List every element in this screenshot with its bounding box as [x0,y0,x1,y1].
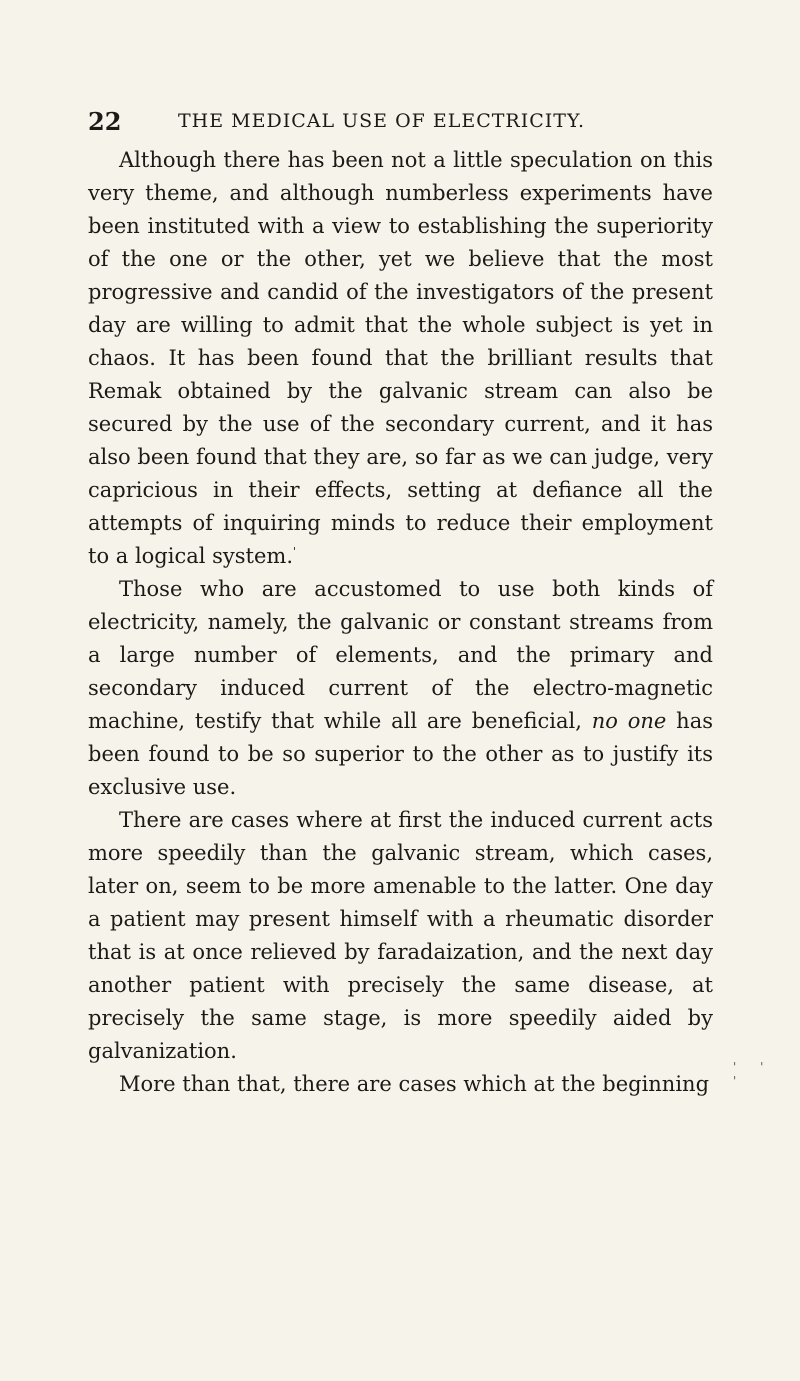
paragraph-2-after: has been found to be so superior to the other as to justify its exclusive use. [88,709,713,799]
paragraph-4-text: More than that, there are cases which at the beginning [119,1072,710,1096]
body-text [88,144,713,1101]
paragraph-2 [88,573,713,804]
paragraph-1-text: Although there has been not a little speculation on this very theme, and although numberless experiments have been instituted with a view to establishing the superiority of the one or the other, yet we believe that the most progressive and candid of the investigators of the present day are willing to admit that the whole subject is yet in chaos. It has been found that the brilliant results that Remak obtained by the galvanic stream can also be secured by the use of the secondary current, and it has also been found that they are, so far as we can judge, very capricious in their effects, setting at defiance all the attempts of inquiring minds to reduce their employment to a logical system. [88,148,713,568]
paragraph-3-text: There are cases where at first the induced current acts more speedily than the galvanic stream, which cases, later on, seem to be more amenable to the latter. One day a patient may present himself with a rheumatic disorder that is at once relieved by faradaization, and the next day another patient with precisely the same disease, at precisely the same stage, is more speedily aided by galvanization. [88,808,713,1063]
running-title: THE MEDICAL USE OF ELECTRICITY. [178,110,586,132]
footnote-mark: ' [293,545,297,558]
paragraph-4 [88,1068,713,1101]
running-header [88,104,712,138]
page-number: 22 [88,106,122,136]
paragraph-2-emphasis: no one [591,709,667,733]
paragraph-3 [88,804,713,1068]
paragraph-1 [88,144,713,573]
margin-stray-marks: ' ' ' [733,1060,774,1088]
paragraph-2-before: Those who are accustomed to use both kinds of electricity, namely, the galvanic or constant streams from a large number of elements, and the primary and secondary induced current of the electro-magnetic machine, testify that while all are beneficial, [88,577,713,733]
